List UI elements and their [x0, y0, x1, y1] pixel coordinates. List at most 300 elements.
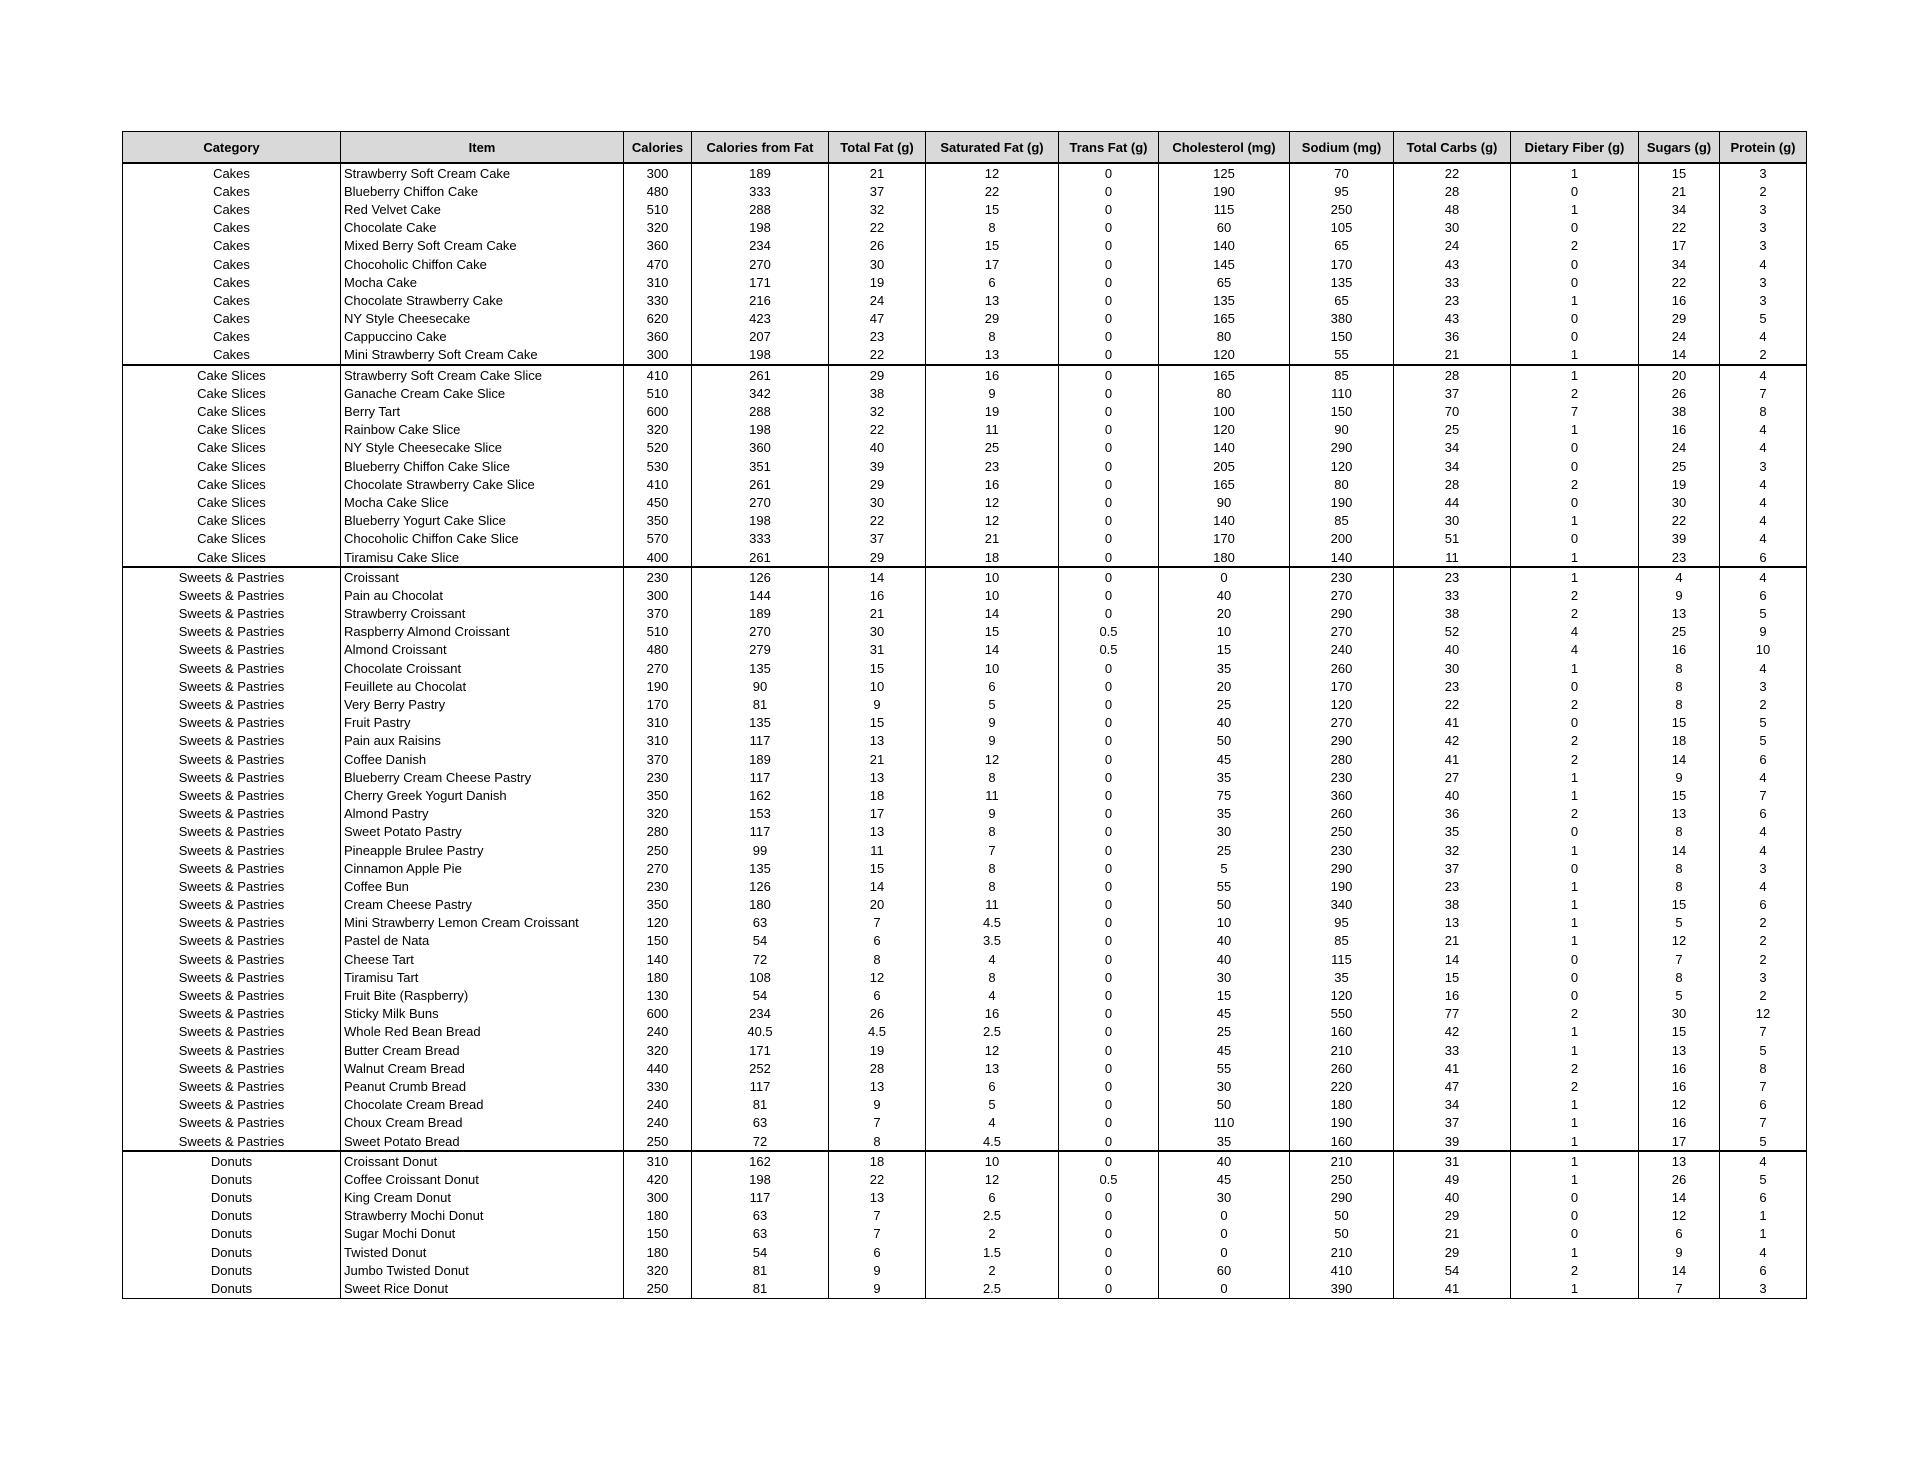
- value-cell: 9: [1639, 1243, 1720, 1261]
- value-cell: 0.5: [1059, 623, 1159, 641]
- value-cell: 14: [1639, 1189, 1720, 1207]
- item-cell: Almond Pastry: [341, 805, 624, 823]
- value-cell: 0: [1059, 1279, 1159, 1298]
- value-cell: 170: [624, 695, 692, 713]
- value-cell: 2: [1511, 695, 1639, 713]
- value-cell: 16: [829, 586, 926, 604]
- value-cell: 3: [1720, 1279, 1807, 1298]
- category-cell: Cake Slices: [123, 530, 341, 548]
- value-cell: 41: [1394, 1279, 1511, 1298]
- value-cell: 2: [1720, 182, 1807, 200]
- value-cell: 144: [692, 586, 829, 604]
- value-cell: 205: [1159, 457, 1290, 475]
- value-cell: 50: [1290, 1207, 1394, 1225]
- value-cell: 4: [1720, 1151, 1807, 1170]
- category-cell: Sweets & Pastries: [123, 586, 341, 604]
- item-cell: Mini Strawberry Soft Cream Cake: [341, 346, 624, 365]
- value-cell: 65: [1159, 273, 1290, 291]
- item-cell: Mocha Cake: [341, 273, 624, 291]
- value-cell: 54: [692, 932, 829, 950]
- value-cell: 1.5: [926, 1243, 1059, 1261]
- value-cell: 6: [829, 932, 926, 950]
- value-cell: 5: [1720, 310, 1807, 328]
- value-cell: 13: [1639, 1151, 1720, 1170]
- table-row: [123, 896, 1807, 914]
- value-cell: 14: [1394, 950, 1511, 968]
- value-cell: 162: [692, 786, 829, 804]
- value-cell: 1: [1511, 1243, 1639, 1261]
- table-row: [123, 1005, 1807, 1023]
- value-cell: 6: [926, 273, 1059, 291]
- item-cell: Coffee Danish: [341, 750, 624, 768]
- value-cell: 180: [1290, 1096, 1394, 1114]
- value-cell: 0: [1059, 548, 1159, 567]
- value-cell: 7: [1720, 1077, 1807, 1095]
- value-cell: 0: [1059, 914, 1159, 932]
- value-cell: 0: [1059, 1077, 1159, 1095]
- value-cell: 250: [1290, 200, 1394, 218]
- value-cell: 28: [829, 1059, 926, 1077]
- category-cell: Cake Slices: [123, 512, 341, 530]
- table-row: [123, 841, 1807, 859]
- column-header: Calories: [624, 132, 692, 164]
- nutrition-table: [122, 131, 1807, 1299]
- category-cell: Cake Slices: [123, 493, 341, 511]
- value-cell: 230: [624, 567, 692, 586]
- table-row: [123, 768, 1807, 786]
- value-cell: 70: [1290, 163, 1394, 182]
- value-cell: 480: [624, 182, 692, 200]
- value-cell: 37: [829, 182, 926, 200]
- value-cell: 2: [1720, 986, 1807, 1004]
- value-cell: 2: [1511, 805, 1639, 823]
- value-cell: 0: [1059, 530, 1159, 548]
- value-cell: 25: [1639, 623, 1720, 641]
- value-cell: 21: [1394, 346, 1511, 365]
- table-row: [123, 493, 1807, 511]
- value-cell: 52: [1394, 623, 1511, 641]
- value-cell: 65: [1290, 291, 1394, 309]
- value-cell: 288: [692, 402, 829, 420]
- value-cell: 250: [624, 841, 692, 859]
- value-cell: 510: [624, 623, 692, 641]
- value-cell: 270: [692, 623, 829, 641]
- category-cell: Sweets & Pastries: [123, 768, 341, 786]
- value-cell: 117: [692, 823, 829, 841]
- value-cell: 1: [1511, 914, 1639, 932]
- value-cell: 0: [1059, 986, 1159, 1004]
- value-cell: 1: [1511, 768, 1639, 786]
- value-cell: 351: [692, 457, 829, 475]
- item-cell: Pastel de Nata: [341, 932, 624, 950]
- category-cell: Donuts: [123, 1225, 341, 1243]
- value-cell: 28: [1394, 475, 1511, 493]
- column-header: Trans Fat (g): [1059, 132, 1159, 164]
- value-cell: 12: [1639, 1096, 1720, 1114]
- category-cell: Donuts: [123, 1170, 341, 1188]
- value-cell: 13: [926, 1059, 1059, 1077]
- value-cell: 3: [1720, 200, 1807, 218]
- value-cell: 0: [1059, 1132, 1159, 1151]
- category-cell: Sweets & Pastries: [123, 805, 341, 823]
- value-cell: 29: [1639, 310, 1720, 328]
- value-cell: 80: [1290, 475, 1394, 493]
- value-cell: 39: [1394, 1132, 1511, 1151]
- value-cell: 13: [829, 1077, 926, 1095]
- value-cell: 47: [829, 310, 926, 328]
- value-cell: 600: [624, 1005, 692, 1023]
- value-cell: 5: [1720, 605, 1807, 623]
- value-cell: 270: [692, 493, 829, 511]
- table-row: [123, 1243, 1807, 1261]
- item-cell: Croissant: [341, 567, 624, 586]
- table-row: [123, 1225, 1807, 1243]
- value-cell: 13: [1639, 805, 1720, 823]
- value-cell: 43: [1394, 310, 1511, 328]
- value-cell: 14: [926, 605, 1059, 623]
- value-cell: 6: [1720, 896, 1807, 914]
- value-cell: 34: [1394, 439, 1511, 457]
- value-cell: 0: [1159, 1207, 1290, 1225]
- value-cell: 1: [1511, 1041, 1639, 1059]
- value-cell: 85: [1290, 512, 1394, 530]
- category-cell: Sweets & Pastries: [123, 750, 341, 768]
- category-cell: Donuts: [123, 1261, 341, 1279]
- value-cell: 0: [1511, 328, 1639, 346]
- value-cell: 22: [829, 346, 926, 365]
- value-cell: 40: [1159, 932, 1290, 950]
- value-cell: 520: [624, 439, 692, 457]
- value-cell: 350: [624, 786, 692, 804]
- table-row: [123, 877, 1807, 895]
- value-cell: 30: [1639, 493, 1720, 511]
- table-row: [123, 659, 1807, 677]
- value-cell: 11: [1394, 548, 1511, 567]
- item-cell: Red Velvet Cake: [341, 200, 624, 218]
- value-cell: 4: [1720, 475, 1807, 493]
- category-cell: Sweets & Pastries: [123, 914, 341, 932]
- value-cell: 1: [1511, 548, 1639, 567]
- value-cell: 1: [1511, 200, 1639, 218]
- value-cell: 4: [1720, 512, 1807, 530]
- value-cell: 50: [1159, 1096, 1290, 1114]
- value-cell: 31: [829, 641, 926, 659]
- table-row: [123, 932, 1807, 950]
- value-cell: 230: [624, 768, 692, 786]
- value-cell: 270: [624, 859, 692, 877]
- table-row: [123, 512, 1807, 530]
- value-cell: 1: [1511, 1170, 1639, 1188]
- value-cell: 4: [1720, 823, 1807, 841]
- value-cell: 90: [1159, 493, 1290, 511]
- value-cell: 250: [1290, 1170, 1394, 1188]
- value-cell: 30: [1394, 219, 1511, 237]
- item-cell: Rainbow Cake Slice: [341, 421, 624, 439]
- category-cell: Sweets & Pastries: [123, 623, 341, 641]
- category-cell: Donuts: [123, 1151, 341, 1170]
- value-cell: 10: [829, 677, 926, 695]
- value-cell: 7: [1720, 1023, 1807, 1041]
- value-cell: 19: [926, 402, 1059, 420]
- value-cell: 2.5: [926, 1023, 1059, 1041]
- value-cell: 22: [1394, 695, 1511, 713]
- category-cell: Cake Slices: [123, 475, 341, 493]
- value-cell: 0: [1059, 932, 1159, 950]
- value-cell: 0: [1059, 273, 1159, 291]
- value-cell: 270: [1290, 623, 1394, 641]
- value-cell: 115: [1159, 200, 1290, 218]
- category-cell: Cakes: [123, 328, 341, 346]
- value-cell: 29: [829, 475, 926, 493]
- value-cell: 5: [1720, 714, 1807, 732]
- table-row: [123, 291, 1807, 309]
- table-row: [123, 641, 1807, 659]
- item-cell: King Cream Donut: [341, 1189, 624, 1207]
- value-cell: 342: [692, 384, 829, 402]
- value-cell: 0: [1059, 1023, 1159, 1041]
- value-cell: 15: [1159, 986, 1290, 1004]
- value-cell: 0: [1059, 493, 1159, 511]
- value-cell: 22: [829, 512, 926, 530]
- value-cell: 0: [1059, 567, 1159, 586]
- value-cell: 39: [1639, 530, 1720, 548]
- item-cell: Strawberry Croissant: [341, 605, 624, 623]
- value-cell: 41: [1394, 1059, 1511, 1077]
- value-cell: 6: [829, 1243, 926, 1261]
- value-cell: 50: [1159, 732, 1290, 750]
- value-cell: 3.5: [926, 932, 1059, 950]
- value-cell: 0: [1511, 1189, 1639, 1207]
- table-row: [123, 750, 1807, 768]
- value-cell: 620: [624, 310, 692, 328]
- value-cell: 190: [1290, 1114, 1394, 1132]
- item-cell: Coffee Bun: [341, 877, 624, 895]
- item-cell: Walnut Cream Bread: [341, 1059, 624, 1077]
- table-row: [123, 200, 1807, 218]
- value-cell: 210: [1290, 1041, 1394, 1059]
- value-cell: 0: [1059, 310, 1159, 328]
- category-cell: Sweets & Pastries: [123, 732, 341, 750]
- value-cell: 4.5: [926, 1132, 1059, 1151]
- value-cell: 80: [1159, 384, 1290, 402]
- category-cell: Sweets & Pastries: [123, 1059, 341, 1077]
- value-cell: 16: [1639, 1077, 1720, 1095]
- value-cell: 51: [1394, 530, 1511, 548]
- value-cell: 450: [624, 493, 692, 511]
- value-cell: 440: [624, 1059, 692, 1077]
- value-cell: 260: [1290, 659, 1394, 677]
- value-cell: 510: [624, 200, 692, 218]
- table-row: [123, 695, 1807, 713]
- value-cell: 18: [829, 786, 926, 804]
- value-cell: 110: [1290, 384, 1394, 402]
- value-cell: 40: [1394, 641, 1511, 659]
- value-cell: 50: [1290, 1225, 1394, 1243]
- value-cell: 8: [1639, 677, 1720, 695]
- value-cell: 410: [1290, 1261, 1394, 1279]
- item-cell: Cherry Greek Yogurt Danish: [341, 786, 624, 804]
- value-cell: 29: [829, 548, 926, 567]
- value-cell: 4: [1720, 530, 1807, 548]
- value-cell: 16: [1639, 1059, 1720, 1077]
- value-cell: 2: [926, 1225, 1059, 1243]
- value-cell: 4: [1720, 439, 1807, 457]
- value-cell: 480: [624, 641, 692, 659]
- table-row: [123, 1261, 1807, 1279]
- item-cell: Whole Red Bean Bread: [341, 1023, 624, 1041]
- table-row: [123, 328, 1807, 346]
- table-row: [123, 457, 1807, 475]
- value-cell: 260: [1290, 805, 1394, 823]
- value-cell: 0: [1059, 1243, 1159, 1261]
- value-cell: 29: [926, 310, 1059, 328]
- value-cell: 550: [1290, 1005, 1394, 1023]
- category-cell: Sweets & Pastries: [123, 1132, 341, 1151]
- value-cell: 10: [1159, 623, 1290, 641]
- item-cell: Tiramisu Tart: [341, 968, 624, 986]
- value-cell: 0: [1059, 677, 1159, 695]
- value-cell: 0: [1059, 237, 1159, 255]
- value-cell: 280: [624, 823, 692, 841]
- value-cell: 11: [926, 896, 1059, 914]
- value-cell: 0: [1059, 1261, 1159, 1279]
- value-cell: 63: [692, 1207, 829, 1225]
- value-cell: 21: [829, 163, 926, 182]
- value-cell: 2: [1511, 384, 1639, 402]
- value-cell: 1: [1511, 1023, 1639, 1041]
- value-cell: 240: [624, 1096, 692, 1114]
- value-cell: 5: [1720, 1132, 1807, 1151]
- value-cell: 0: [1059, 219, 1159, 237]
- value-cell: 25: [1394, 421, 1511, 439]
- value-cell: 0: [1511, 986, 1639, 1004]
- value-cell: 120: [1159, 421, 1290, 439]
- value-cell: 10: [1159, 914, 1290, 932]
- value-cell: 15: [926, 623, 1059, 641]
- value-cell: 2: [1720, 346, 1807, 365]
- category-cell: Sweets & Pastries: [123, 841, 341, 859]
- item-cell: NY Style Cheesecake Slice: [341, 439, 624, 457]
- value-cell: 234: [692, 237, 829, 255]
- value-cell: 165: [1159, 365, 1290, 384]
- value-cell: 1: [1511, 1151, 1639, 1170]
- value-cell: 14: [1639, 841, 1720, 859]
- value-cell: 162: [692, 1151, 829, 1170]
- value-cell: 20: [1159, 677, 1290, 695]
- column-header: Dietary Fiber (g): [1511, 132, 1639, 164]
- value-cell: 120: [1290, 695, 1394, 713]
- table-row: [123, 1114, 1807, 1132]
- value-cell: 410: [624, 475, 692, 493]
- value-cell: 2: [1720, 950, 1807, 968]
- item-cell: Cappuccino Cake: [341, 328, 624, 346]
- item-cell: Sticky Milk Buns: [341, 1005, 624, 1023]
- value-cell: 60: [1159, 219, 1290, 237]
- item-cell: Blueberry Chiffon Cake: [341, 182, 624, 200]
- value-cell: 0: [1059, 1059, 1159, 1077]
- value-cell: 180: [624, 1207, 692, 1225]
- value-cell: 8: [1639, 823, 1720, 841]
- value-cell: 0: [1059, 605, 1159, 623]
- value-cell: 13: [1639, 605, 1720, 623]
- value-cell: 3: [1720, 219, 1807, 237]
- value-cell: 198: [692, 421, 829, 439]
- item-cell: Chocolate Cream Bread: [341, 1096, 624, 1114]
- value-cell: 0: [1511, 310, 1639, 328]
- value-cell: 22: [829, 219, 926, 237]
- value-cell: 14: [926, 641, 1059, 659]
- value-cell: 0: [1059, 950, 1159, 968]
- header-row: [123, 132, 1807, 164]
- value-cell: 30: [829, 623, 926, 641]
- value-cell: 6: [1720, 750, 1807, 768]
- table-row: [123, 677, 1807, 695]
- value-cell: 41: [1394, 714, 1511, 732]
- value-cell: 40: [829, 439, 926, 457]
- item-cell: Fruit Bite (Raspberry): [341, 986, 624, 1004]
- category-cell: Sweets & Pastries: [123, 605, 341, 623]
- value-cell: 330: [624, 291, 692, 309]
- value-cell: 115: [1290, 950, 1394, 968]
- value-cell: 1: [1511, 1114, 1639, 1132]
- value-cell: 117: [692, 1189, 829, 1207]
- value-cell: 10: [926, 586, 1059, 604]
- value-cell: 0: [1059, 457, 1159, 475]
- value-cell: 32: [829, 402, 926, 420]
- value-cell: 25: [1159, 841, 1290, 859]
- value-cell: 370: [624, 605, 692, 623]
- value-cell: 54: [1394, 1261, 1511, 1279]
- value-cell: 2: [1511, 1059, 1639, 1077]
- value-cell: 0: [1059, 421, 1159, 439]
- item-cell: Butter Cream Bread: [341, 1041, 624, 1059]
- value-cell: 290: [1290, 732, 1394, 750]
- value-cell: 470: [624, 255, 692, 273]
- value-cell: 12: [829, 968, 926, 986]
- value-cell: 6: [1720, 1261, 1807, 1279]
- value-cell: 12: [926, 1170, 1059, 1188]
- value-cell: 40: [1159, 950, 1290, 968]
- value-cell: 6: [1720, 1096, 1807, 1114]
- value-cell: 120: [624, 914, 692, 932]
- value-cell: 7: [1720, 1114, 1807, 1132]
- value-cell: 2.5: [926, 1207, 1059, 1225]
- value-cell: 290: [1290, 605, 1394, 623]
- table-row: [123, 732, 1807, 750]
- value-cell: 360: [692, 439, 829, 457]
- value-cell: 28: [1394, 365, 1511, 384]
- value-cell: 153: [692, 805, 829, 823]
- value-cell: 75: [1159, 786, 1290, 804]
- value-cell: 15: [1159, 641, 1290, 659]
- value-cell: 0: [1159, 1279, 1290, 1298]
- value-cell: 1: [1511, 163, 1639, 182]
- value-cell: 140: [624, 950, 692, 968]
- category-cell: Sweets & Pastries: [123, 823, 341, 841]
- value-cell: 40: [1159, 714, 1290, 732]
- value-cell: 5: [1720, 1041, 1807, 1059]
- category-cell: Cake Slices: [123, 457, 341, 475]
- value-cell: 8: [1639, 859, 1720, 877]
- value-cell: 7: [1639, 1279, 1720, 1298]
- category-cell: Cakes: [123, 219, 341, 237]
- value-cell: 18: [829, 1151, 926, 1170]
- column-header: Protein (g): [1720, 132, 1807, 164]
- value-cell: 81: [692, 695, 829, 713]
- value-cell: 11: [926, 786, 1059, 804]
- item-cell: Blueberry Chiffon Cake Slice: [341, 457, 624, 475]
- value-cell: 2: [1511, 1077, 1639, 1095]
